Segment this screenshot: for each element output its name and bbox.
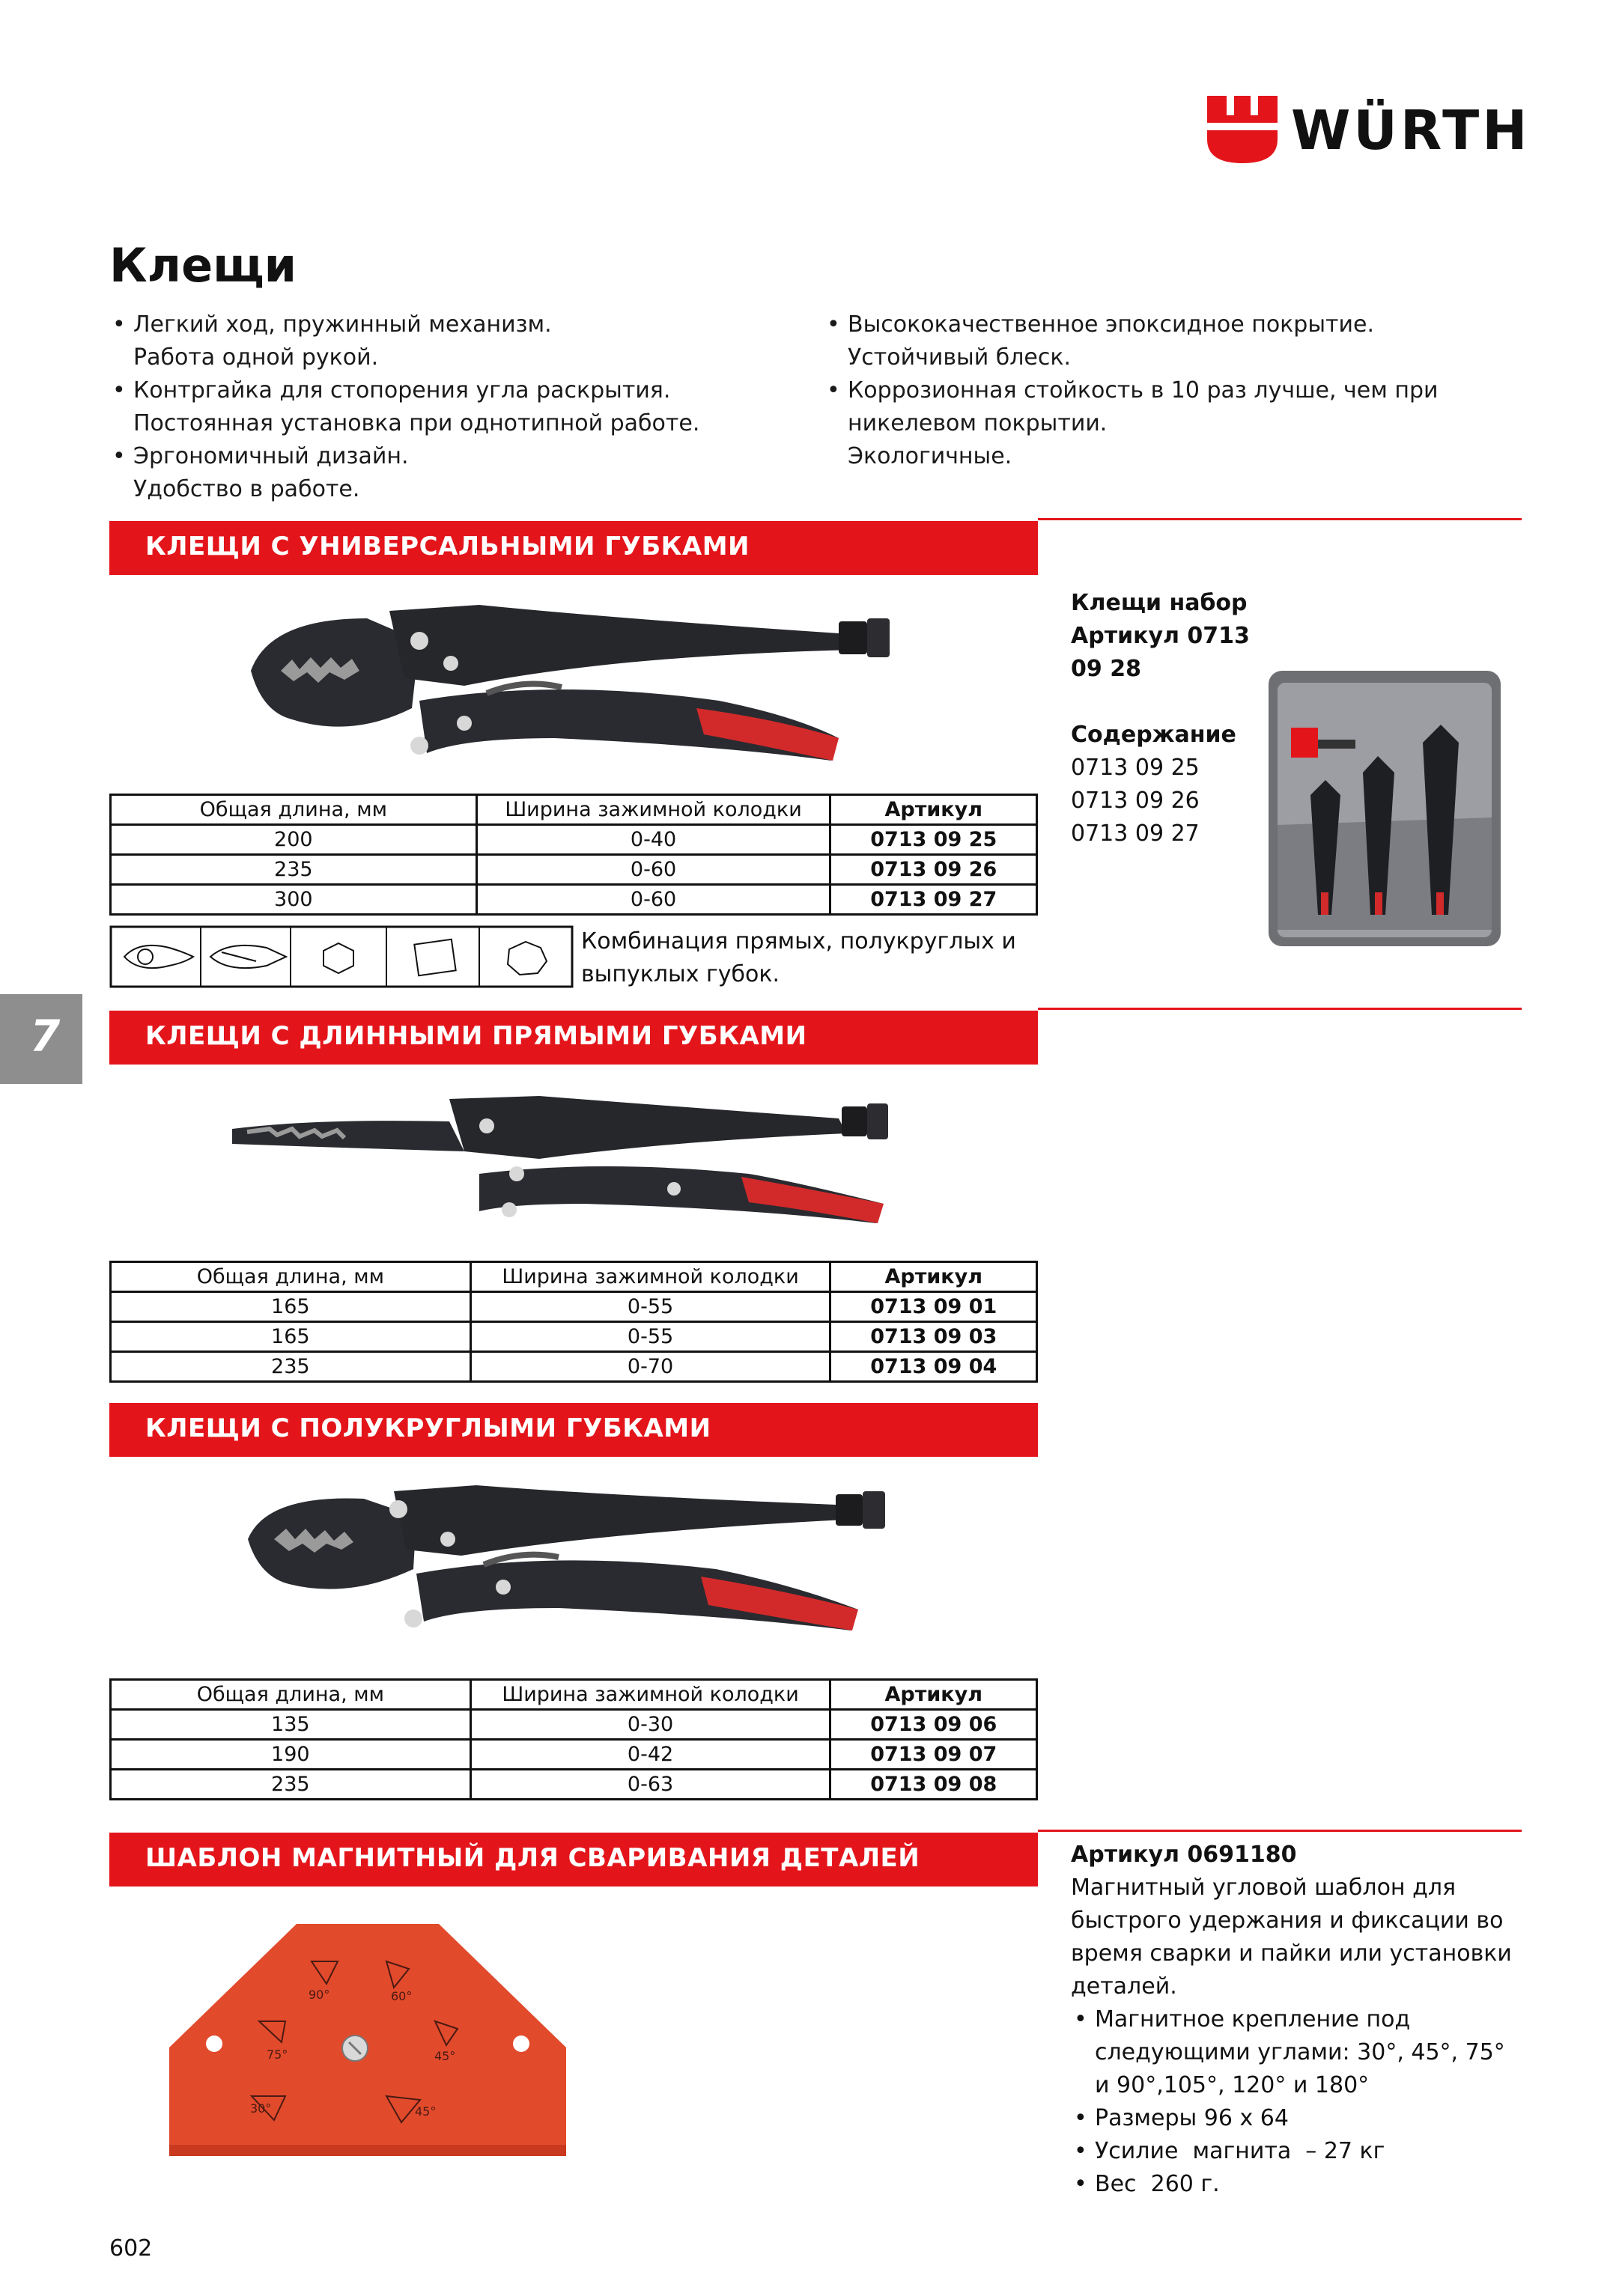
section-title: ШАБЛОН МАГНИТНЫЙ ДЛЯ СВАРИВАНИЯ ДЕТАЛЕЙ bbox=[145, 1843, 920, 1873]
magnet-bullet bbox=[1071, 2102, 1550, 2135]
cell-width: 0-30 bbox=[470, 1710, 830, 1740]
column-header: Артикул bbox=[830, 1262, 1037, 1292]
set-contents-label: Содержание bbox=[1071, 722, 1236, 748]
table-row bbox=[111, 1710, 1037, 1740]
table-row bbox=[111, 825, 1037, 855]
cell-width: 0-40 bbox=[476, 825, 830, 855]
magnet-desc-line: деталей. bbox=[1071, 1973, 1177, 2000]
table-header-row bbox=[111, 795, 1037, 825]
bullet-text: • Эргономичный дизайн. bbox=[133, 443, 409, 469]
column-header: Общая длина, мм bbox=[111, 795, 477, 825]
bullet-text: Экологичные. bbox=[848, 443, 1012, 469]
table-row bbox=[111, 1770, 1037, 1800]
cell-article: 0713 09 06 bbox=[830, 1710, 1037, 1740]
bullet-text: • Высококачественное эпоксидное покрытие. bbox=[848, 311, 1374, 338]
bullet-text: • Контргайка для стопорения угла раскрытия. bbox=[133, 377, 671, 404]
set-item: 0713 09 27 bbox=[1071, 820, 1200, 847]
cell-length: 190 bbox=[111, 1740, 471, 1770]
column-header: Ширина зажимной колодки bbox=[470, 1680, 830, 1710]
section-header-magnet bbox=[109, 1833, 1038, 1887]
angle-label: 45° bbox=[415, 2104, 437, 2119]
jaw-types-diagram bbox=[109, 925, 574, 988]
bullet-text: • Усилие магнита – 27 кг bbox=[1095, 2138, 1385, 2164]
column-header: Ширина зажимной колодки bbox=[470, 1262, 830, 1292]
set-item: 0713 09 25 bbox=[1071, 755, 1200, 781]
cell-length: 235 bbox=[111, 1352, 471, 1382]
wurth-logo bbox=[1207, 96, 1531, 163]
page-number: 602 bbox=[109, 2235, 153, 2262]
jaw-note-text: выпуклых губок. bbox=[581, 961, 780, 987]
table-row bbox=[111, 885, 1037, 915]
cell-width: 0-42 bbox=[470, 1740, 830, 1770]
cell-width: 0-70 bbox=[470, 1352, 830, 1382]
cell-article: 0713 09 26 bbox=[830, 855, 1037, 885]
bullet-text: следующими углами: 30°, 45°, 75° bbox=[1095, 2039, 1505, 2065]
section-header-universal bbox=[109, 521, 1038, 575]
section-title: КЛЕЩИ С УНИВЕРСАЛЬНЫМИ ГУБКАМИ bbox=[145, 532, 750, 561]
spec-table-long bbox=[109, 1261, 1038, 1383]
angle-label: 75° bbox=[267, 2047, 288, 2062]
section-title: КЛЕЩИ С ПОЛУКРУГЛЫМИ ГУБКАМИ bbox=[145, 1413, 711, 1443]
angle-label: 60° bbox=[391, 1989, 413, 2003]
cell-width: 0-63 bbox=[470, 1770, 830, 1800]
section-header-semi bbox=[109, 1403, 1038, 1457]
cell-article: 0713 09 08 bbox=[830, 1770, 1037, 1800]
column-header: Ширина зажимной колодки bbox=[476, 795, 830, 825]
cell-article: 0713 09 25 bbox=[830, 825, 1037, 855]
cell-article: 0713 09 07 bbox=[830, 1740, 1037, 1770]
bullet-text: и 90°,105°, 120° и 180° bbox=[1095, 2072, 1370, 2098]
page-title: Клещи bbox=[109, 238, 297, 293]
angle-label: 90° bbox=[309, 1988, 330, 2002]
cell-article: 0713 09 03 bbox=[830, 1322, 1037, 1352]
column-header: Артикул bbox=[830, 795, 1037, 825]
set-article: Артикул 0713 09 28 bbox=[1071, 623, 1250, 682]
section-title: КЛЕЩИ С ДЛИННЫМИ ПРЯМЫМИ ГУБКАМИ bbox=[145, 1021, 807, 1051]
table-row bbox=[111, 1322, 1037, 1352]
magnet-bullet bbox=[1071, 2135, 1550, 2168]
intro-bullet bbox=[109, 374, 828, 440]
bullet-text: Постоянная установка при однотипной работе. bbox=[133, 410, 700, 436]
section-divider bbox=[1038, 1830, 1522, 1832]
table-row bbox=[111, 1352, 1037, 1382]
intro-bullet bbox=[824, 374, 1498, 473]
spec-table-universal bbox=[109, 794, 1038, 916]
bullet-text: Устойчивый блеск. bbox=[848, 344, 1072, 371]
magnet-bullet bbox=[1071, 2168, 1550, 2201]
set-title: Клещи набор bbox=[1071, 590, 1248, 616]
cell-article: 0713 09 04 bbox=[830, 1352, 1037, 1382]
cell-length: 135 bbox=[111, 1710, 471, 1740]
intro-bullets-left bbox=[109, 308, 828, 506]
magnet-article: Артикул 0691180 bbox=[1071, 1842, 1297, 1868]
column-header: Общая длина, мм bbox=[111, 1680, 471, 1710]
bullet-text: • Легкий ход, пружинный механизм. bbox=[133, 311, 552, 338]
set-item: 0713 09 26 bbox=[1071, 788, 1200, 814]
bullet-text: Удобство в работе. bbox=[133, 476, 360, 502]
column-header: Артикул bbox=[830, 1680, 1037, 1710]
brand-name: WÜRTH bbox=[1291, 99, 1531, 162]
jaw-note bbox=[581, 925, 1030, 991]
bullet-text: Работа одной рукой. bbox=[133, 344, 379, 371]
chapter-number: 7 bbox=[30, 1011, 61, 1062]
chapter-tab bbox=[0, 994, 82, 1084]
spec-table-semi bbox=[109, 1678, 1038, 1800]
locking-pliers-long-image bbox=[225, 1077, 899, 1241]
locking-pliers-universal-image bbox=[240, 588, 899, 776]
cell-width: 0-60 bbox=[476, 855, 830, 885]
table-row bbox=[111, 855, 1037, 885]
table-header-row bbox=[111, 1680, 1037, 1710]
column-header: Общая длина, мм bbox=[111, 1262, 471, 1292]
table-header-row bbox=[111, 1262, 1037, 1292]
magnet-info bbox=[1071, 1839, 1550, 2201]
table-row bbox=[111, 1292, 1037, 1322]
cell-length: 165 bbox=[111, 1322, 471, 1352]
intro-bullet bbox=[109, 440, 828, 506]
intro-bullet bbox=[824, 308, 1498, 374]
magnetic-welding-square-image bbox=[162, 1916, 574, 2163]
bullet-text: • Вес 260 г. bbox=[1095, 2171, 1220, 2197]
magnet-desc-line: Магнитный угловой шаблон для bbox=[1071, 1875, 1457, 1901]
table-row bbox=[111, 1740, 1037, 1770]
pliers-set-pouch-image bbox=[1266, 668, 1504, 949]
section-header-long bbox=[109, 1011, 1038, 1065]
cell-length: 165 bbox=[111, 1292, 471, 1322]
intro-bullet bbox=[109, 308, 828, 374]
cell-width: 0-60 bbox=[476, 885, 830, 915]
cell-length: 300 bbox=[111, 885, 477, 915]
cell-width: 0-55 bbox=[470, 1292, 830, 1322]
angle-label: 30° bbox=[250, 2101, 272, 2116]
jaw-note-text: Комбинация прямых, полукруглых и bbox=[581, 928, 1016, 954]
set-info bbox=[1071, 587, 1281, 850]
bullet-text: никелевом покрытии. bbox=[848, 410, 1108, 436]
bullet-text: • Магнитное крепление под bbox=[1095, 2006, 1411, 2032]
bullet-text: • Коррозионная стойкость в 10 раз лучше, чем при bbox=[848, 377, 1439, 404]
magnet-desc-line: время сварки и пайки или установки bbox=[1071, 1940, 1512, 1967]
locking-pliers-semi-round-image bbox=[237, 1472, 896, 1644]
section-divider bbox=[1038, 518, 1522, 520]
section-divider bbox=[1038, 1008, 1522, 1010]
cell-length: 235 bbox=[111, 855, 477, 885]
bullet-text: • Размеры 96 x 64 bbox=[1095, 2105, 1289, 2131]
magnet-desc-line: быстрого удержания и фиксации во bbox=[1071, 1907, 1504, 1934]
cell-article: 0713 09 01 bbox=[830, 1292, 1037, 1322]
angle-label: 45° bbox=[434, 2049, 456, 2063]
cell-length: 235 bbox=[111, 1770, 471, 1800]
magnet-bullet bbox=[1071, 2003, 1550, 2102]
cell-width: 0-55 bbox=[470, 1322, 830, 1352]
cell-article: 0713 09 27 bbox=[830, 885, 1037, 915]
cell-length: 200 bbox=[111, 825, 477, 855]
wurth-logo-mark-icon bbox=[1207, 96, 1278, 163]
intro-bullets-right bbox=[824, 308, 1498, 473]
